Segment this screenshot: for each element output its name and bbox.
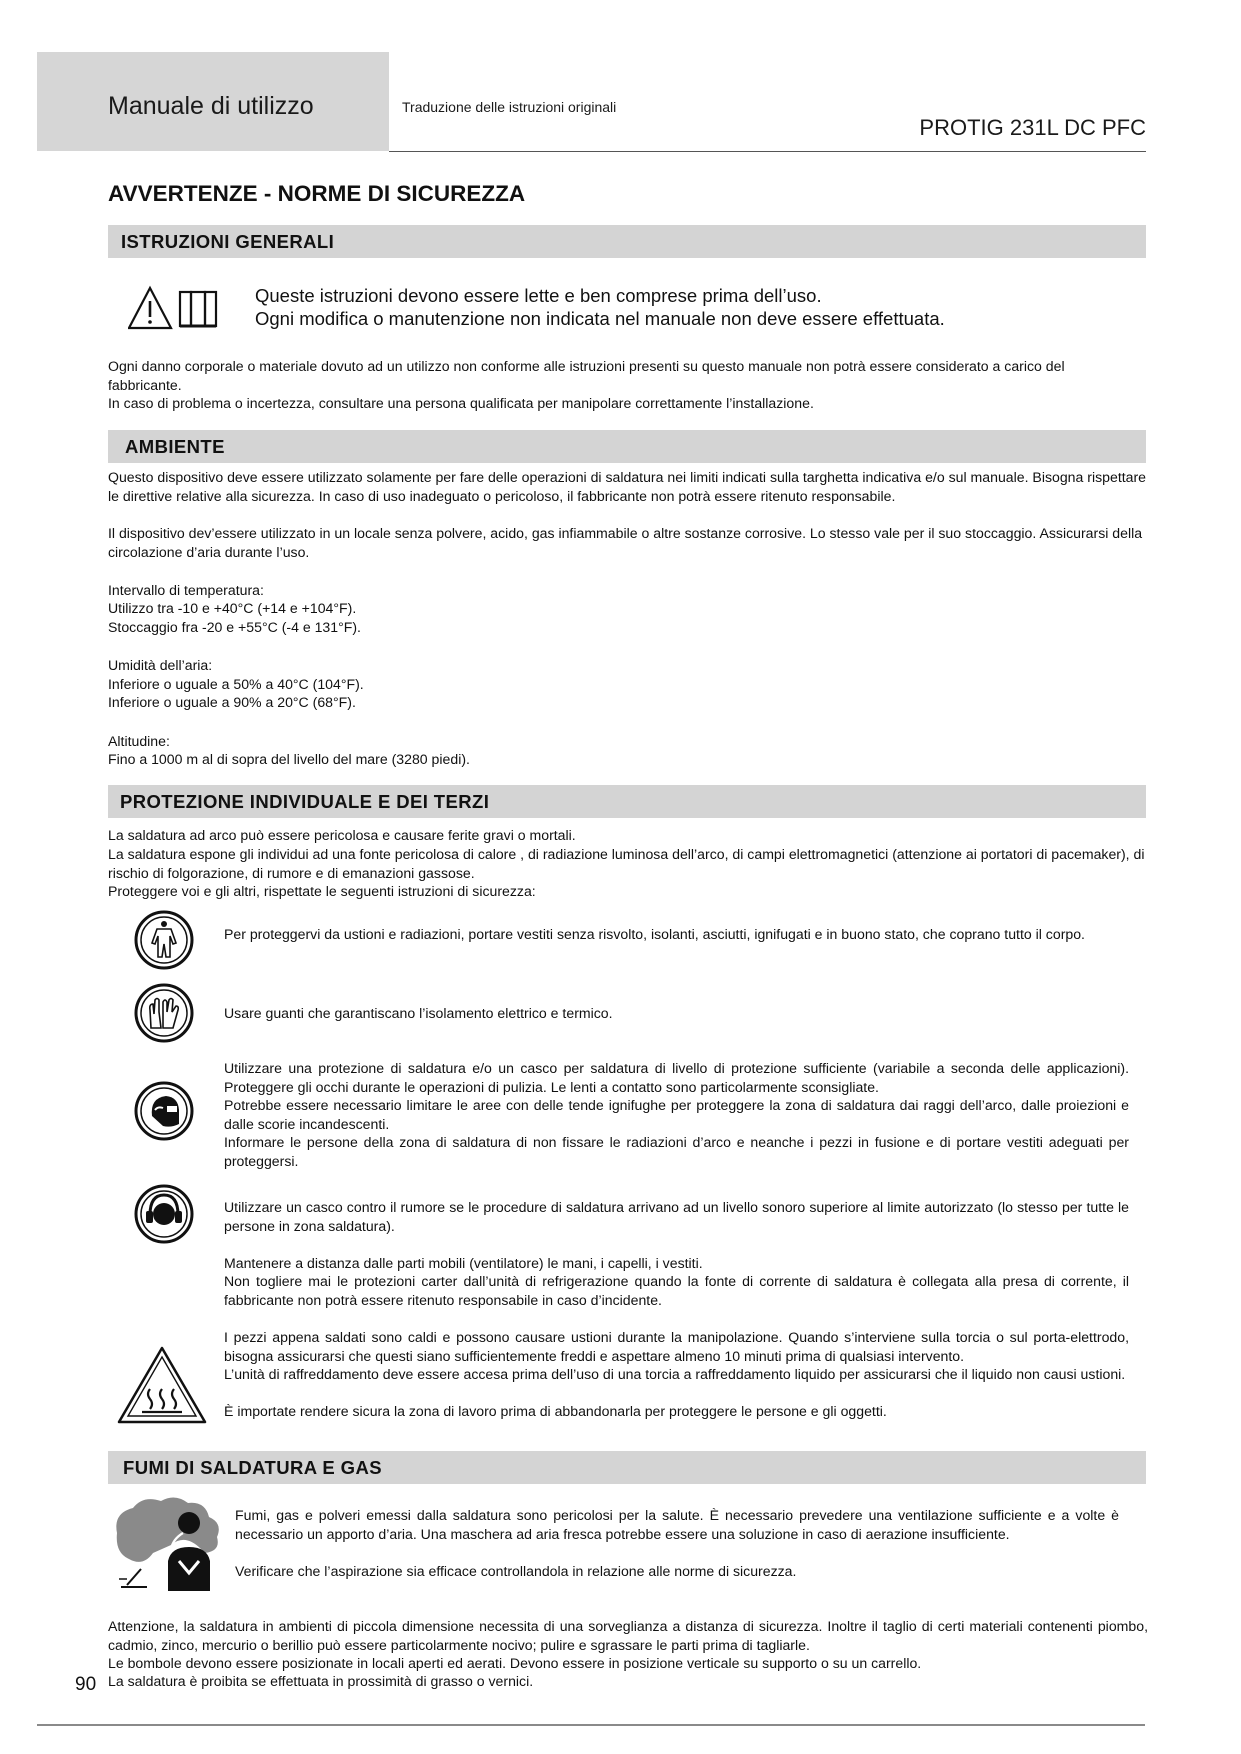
header-divider (389, 151, 1146, 152)
fumes-para-1: Fumi, gas e polveri emessi dalla saldatura sono pericolosi per la salute. È necessario prevedere una ventilazione sufficiente e a volte è necessario un apporto d’aria. Una maschera ad aria fresca potrebbe essere una soluzione in caso di aerazione insufficiente. (235, 1507, 1119, 1542)
translation-note: Traduzione delle istruzioni originali (402, 99, 617, 115)
temperature-use: Utilizzo tra -10 e +40°C (+14 e +104°F). (108, 600, 357, 616)
section-general-heading: ISTRUZIONI GENERALI (121, 231, 335, 252)
protection-intro-3: Proteggere voi e gli altri, rispettate le seguenti istruzioni di sicurezza: (108, 883, 536, 899)
fumes-note-1: Attenzione, la saldatura in ambienti di piccola dimensione necessita di una sorveglianza a distanza di sicurezza. Inoltre il taglio di certi materiali contenenti piombo, cadmio, zinco, mercurio o berillio può essere particolarmente nocivo; pulire e sgrassare le parti prima di tagliarle. (108, 1618, 1148, 1653)
model-name: PROTIG 231L DC PFC (919, 115, 1146, 140)
section-protection-bar (108, 785, 1146, 818)
manual-title: Manuale di utilizzo (108, 92, 314, 120)
section-environment-heading: AMBIENTE (125, 436, 225, 457)
section-general-bar (108, 225, 1146, 258)
protection-noise-text: Utilizzare un casco contro il rumore se le procedure di saldatura arrivano ad un livello sonoro superiore al limite autorizzato (lo stesso per tutte le persone in zona saldatura). (224, 1199, 1129, 1234)
page-number: 90 (75, 1674, 97, 1695)
general-callout-1: Queste istruzioni devono essere lette e ben comprese prima dell’uso. (255, 285, 822, 306)
protection-hot-text-1: I pezzi appena saldati sono caldi e possono causare ustioni durante la manipolazione. Quando s’interviene sulla torcia o sul porta-elettrodo, bisogna assicurarsi che questi siano sufficientemente freddi e aspettare almeno 10 minuti prima di qualsiasi intervento. (224, 1329, 1129, 1364)
page-title: AVVERTENZE - NORME DI SICUREZZA (108, 181, 526, 206)
welding-fumes-icon (113, 1493, 225, 1596)
protection-moving-text-1: Mantenere a distanza dalle parti mobili (ventilatore) le mani, i capelli, i vestiti. (224, 1255, 703, 1271)
section-environment-bar (108, 430, 1146, 463)
protective-gloves-icon (133, 982, 195, 1049)
section-fumes-heading: FUMI DI SALDATURA E GAS (123, 1457, 382, 1478)
fumes-note-2: Le bombole devono essere posizionate in locali aperti ed aerati. Devono essere in posizione verticale su supporto o su un carrello. (108, 1655, 922, 1671)
temperature-label: Intervallo di temperatura: (108, 582, 264, 598)
footer-divider (37, 1724, 1145, 1726)
fumes-para-2: Verificare che l’aspirazione sia efficace controllandola in relazione alle norme di sicurezza. (235, 1563, 797, 1579)
general-para-2: In caso di problema o incertezza, consultare una persona qualificata per manipolare correttamente l’installazione. (108, 395, 814, 411)
humidity-line-2: Inferiore o uguale a 90% a 20°C (68°F). (108, 694, 356, 710)
protection-hot-text-3: È importate rendere sicura la zona di lavoro prima di abbandonarla per proteggere le persone e gli oggetti. (224, 1403, 887, 1419)
protection-face-text-3: Informare le persone della zona di saldatura di non fissare le radiazioni d’arco e neanche i pezzi in fusione e di portare vestiti adeguati per proteggersi. (224, 1134, 1129, 1169)
altitude-label: Altitudine: (108, 733, 170, 749)
protection-intro-1: La saldatura ad arco può essere pericolosa e causare ferite gravi o mortali. (108, 827, 576, 843)
fumes-note-3: La saldatura è proibita se effettuata in prossimità di grasso o vernici. (108, 1673, 534, 1689)
protective-clothing-icon (133, 909, 195, 976)
protection-face-text-2: Potrebbe essere necessario limitare le aree con delle tende ignifughe per proteggere la zona di saldatura dai raggi dell’arco, dalle proiezioni e dalle scorie incandescenti. (224, 1097, 1129, 1132)
section-fumes-bar (108, 1451, 1146, 1484)
protection-intro-2: La saldatura espone gli individui ad una fonte pericolosa di calore , di radiazione luminosa dell’arco, di campi elettromagnetici (attenzione ai portatori di pacemaker), di rischio di folgorazione, di rumore e di emanazioni gassose. (108, 846, 1145, 881)
hot-surface-warning-icon (116, 1345, 208, 1430)
protection-clothing-text: Per proteggervi da ustioni e radiazioni, portare vestiti senza risvolto, isolanti, asciutti, ignifugati e in buono stato, che coprano tutto il corpo. (224, 926, 1085, 942)
temperature-storage: Stoccaggio fra -20 e +55°C (-4 e 131°F). (108, 619, 361, 635)
humidity-line-1: Inferiore o uguale a 50% a 40°C (104°F). (108, 676, 364, 692)
general-callout-2: Ogni modifica o manutenzione non indicata nel manuale non deve essere effettuata. (255, 308, 945, 329)
protection-moving-text-2: Non togliere mai le protezioni carter dall’unità di refrigerazione quando la fonte di corrente di saldatura è collegata alla presa di corrente, il fabbricante non potrà essere ritenuto responsabile in caso d’incidente. (224, 1273, 1129, 1308)
general-para-1: Ogni danno corporale o materiale dovuto ad un utilizzo non conforme alle istruzioni presenti su questo manuale non potrà essere considerato a carico del fabbricante. (108, 358, 1065, 393)
welding-mask-icon (133, 1080, 195, 1147)
environment-para-2: Il dispositivo dev’essere utilizzato in un locale senza polvere, acido, gas infiammabile o altre sostanze corrosive. Lo stesso vale per il suo stoccaggio. Assicurarsi della circolazione d’aria durante l’uso. (108, 525, 1143, 560)
protection-face-text-1: Utilizzare una protezione di saldatura e/o un casco per saldatura di livello di protezione sufficiente (variabile a seconda delle applicazioni). Proteggere gli occhi durante le operazioni di pulizia. Le lenti a contatto sono particolarmente sconsigliate. (224, 1060, 1129, 1095)
warning-read-manual-icon (128, 285, 228, 336)
ear-protection-icon (133, 1183, 195, 1250)
humidity-label: Umidità dell’aria: (108, 657, 213, 673)
environment-para-1: Questo dispositivo deve essere utilizzato solamente per fare delle operazioni di saldatura nei limiti indicati sulla targhetta indicativa e/o sul manuale. Bisogna rispettare le direttive relative alla sicurezza. In caso di uso inadeguato o pericoloso, il fabbricante non potrà essere ritenuto responsabile. (108, 469, 1147, 504)
protection-gloves-text: Usare guanti che garantiscano l’isolamento elettrico e termico. (224, 1005, 613, 1021)
section-protection-heading: PROTEZIONE INDIVIDUALE E DEI TERZI (120, 791, 490, 812)
altitude-value: Fino a 1000 m al di sopra del livello del mare (3280 piedi). (108, 751, 470, 767)
protection-hot-text-2: L’unità di raffreddamento deve essere accesa prima dell’uso di una torcia a raffreddamento liquido per assicurarsi che il liquido non causi ustioni. (224, 1366, 1126, 1382)
